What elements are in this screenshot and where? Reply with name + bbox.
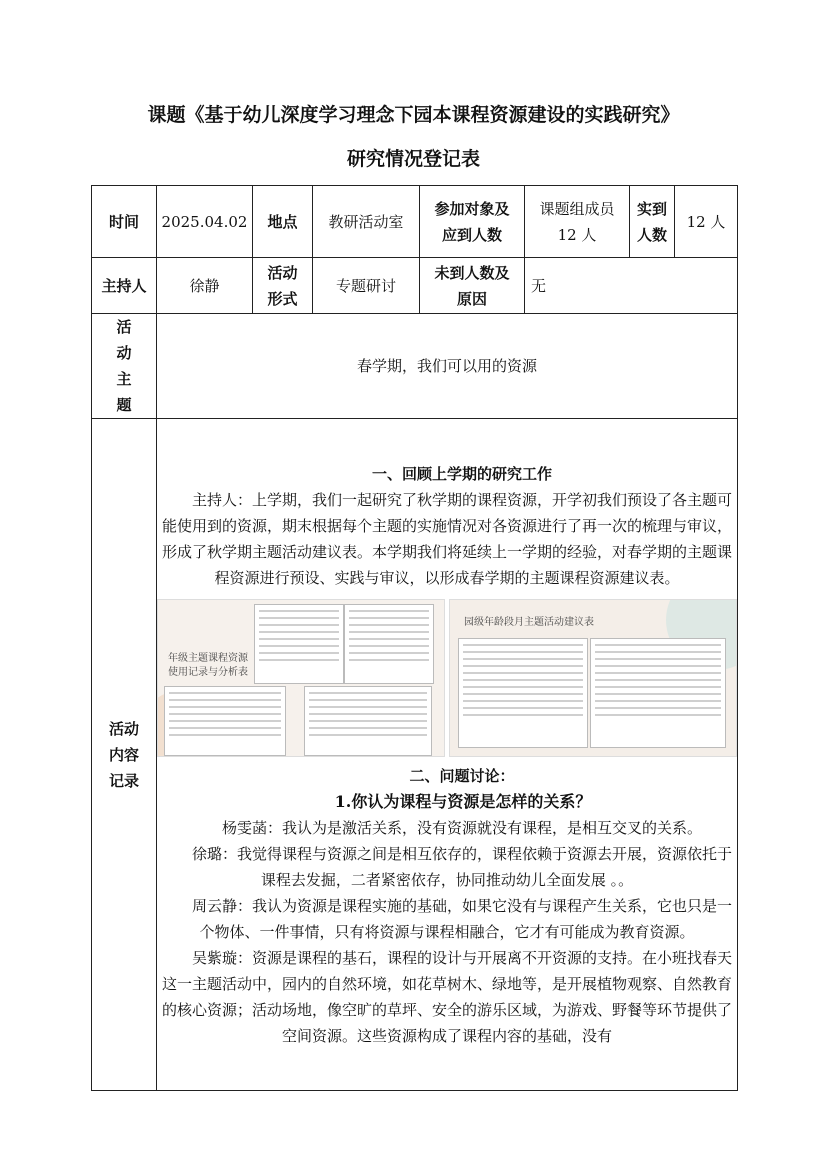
host-value: 徐静	[157, 258, 253, 314]
section1-heading: 一、回顾上学期的研究工作	[371, 464, 552, 483]
question-1: 1.你认为课程与资源是怎样的关系？	[334, 791, 592, 811]
time-label: 时间	[92, 186, 157, 258]
photo2-title: 园级年龄段月主题活动建议表	[464, 616, 594, 628]
answer-xu: 徐璐：我觉得课程与资源之间是相互依存的，课程依赖于资源去开展，资源依托于课程去发掘，二者紧密依存，协同推动幼儿全面发展 。。	[191, 844, 732, 889]
activity-suggestion-photo	[449, 599, 737, 757]
record-content	[157, 419, 738, 1091]
topic-value: 春学期，我们可以用的资源	[157, 314, 738, 419]
answer-yang: 杨雯菡：我认为是激活关系，没有资源就没有课程，是相互交叉的关系。	[221, 818, 702, 837]
actual-label: 实到人数	[630, 186, 675, 258]
document-title: 课题《基于幼儿深度学习理念下园本课程资源建设的实践研究》	[147, 104, 680, 126]
topic-label: 活动主题	[92, 314, 157, 419]
participants-value: 课题组成员 12 人	[525, 186, 630, 258]
section1-paragraph: 主持人：上学期，我们一起研究了秋学期的课程资源，开学初我们预设了各主题可能使用到的资源，期末根据每个主题的实施情况对各资源进行了再一次的梳理与审议，形成了秋学期主题活动建议表。本学期我们将延续上一学期的经验，对春学期的主题课程资源进行预设、实践与审议，以形成春学期的主题课程资源建议表。	[161, 490, 732, 587]
document-subtitle: 研究情况登记表	[346, 148, 480, 170]
section2-heading: 二、问题讨论：	[409, 766, 515, 785]
form-value: 专题研讨	[313, 258, 420, 314]
photo-strip	[157, 599, 737, 757]
answer-wu: 吴紫璇：资源是课程的基石，课程的设计与开展离不开资源的支持。在小班找春天这一主题活动中，园内的自然环境，如花草树木、绿地等，是开展植物观察、自然教育的核心资源；活动场地，像空旷的草坪、安全的游乐区域，为游戏、野餐等环节提供了空间资源。这些资源构成了课程内容的基础，没有	[161, 948, 732, 1045]
record-label: 活动内容记录	[92, 419, 157, 1091]
form-label: 活动形式	[253, 258, 313, 314]
absent-label: 未到人数及原因	[420, 258, 525, 314]
absent-value: 无	[525, 258, 738, 314]
record-table	[91, 185, 738, 1091]
place-label: 地点	[253, 186, 313, 258]
actual-value: 12 人	[675, 186, 738, 258]
photo1-title: 年级主题课程资源使用记录与分析表	[168, 652, 248, 678]
time-value: 2025.04.02	[157, 186, 253, 258]
host-label: 主持人	[92, 258, 157, 314]
answer-zhou: 周云静：我认为资源是课程实施的基础，如果它没有与课程产生关系，它也只是一个物体、一件事情，只有将资源与课程相融合，它才有可能成为教育资源。	[191, 896, 732, 941]
participants-label: 参加对象及应到人数	[420, 186, 525, 258]
resource-record-photo	[157, 599, 445, 757]
place-value: 教研活动室	[313, 186, 420, 258]
